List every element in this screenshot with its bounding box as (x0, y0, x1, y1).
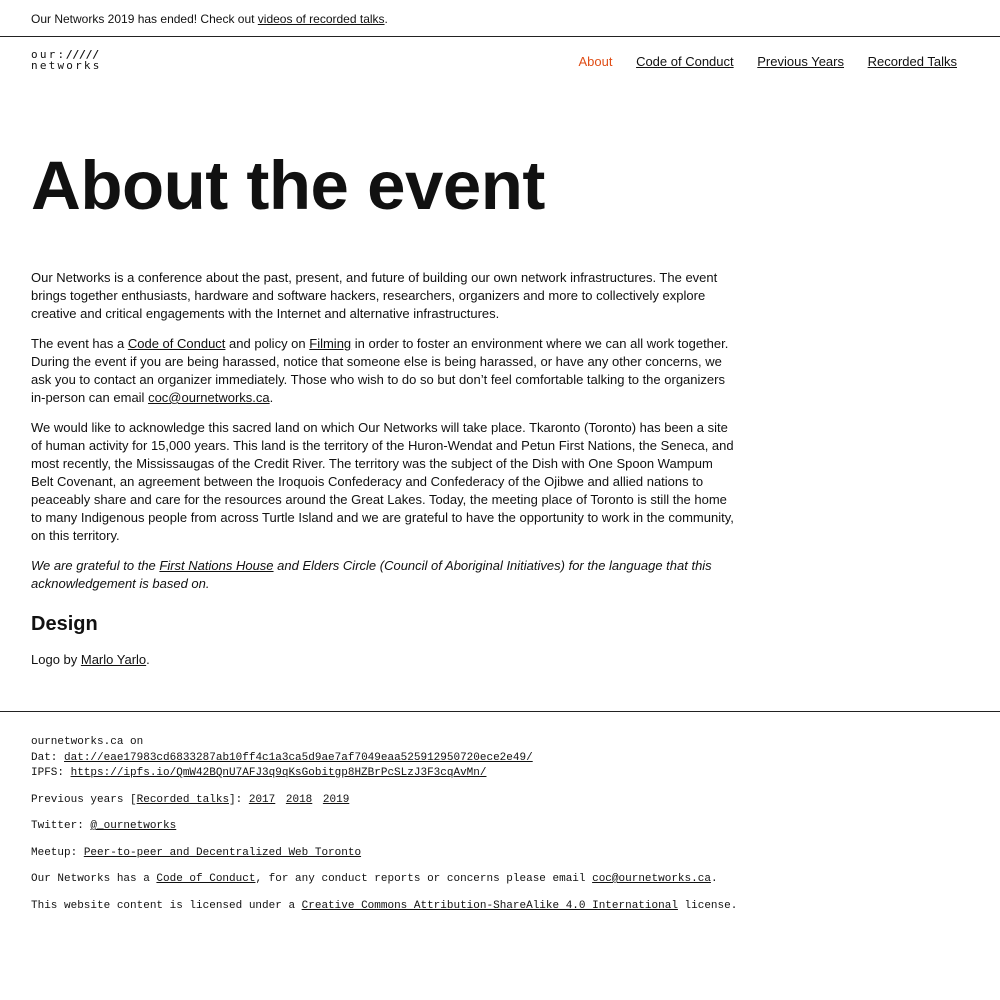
footer-recorded-talks-link[interactable]: Recorded talks (136, 793, 230, 806)
footer-ipfs-line: IPFS: https://ipfs.io/QmW42BQnU7AFJ3q9qKsGobitgp8HZBrPcSLzJ3F3cqAvMn/ (31, 767, 487, 779)
footer-conduct: Our Networks has a Code of Conduct, for any conduct reports or concerns please email coc@ournetworks.ca. (31, 873, 718, 885)
footer-coc-email-link[interactable]: coc@ournetworks.ca (592, 873, 711, 885)
site-logo[interactable] (31, 49, 102, 71)
year-2017-link[interactable]: 2017 (248, 793, 276, 806)
design-paragraph: Logo by Marlo Yarlo. (31, 652, 150, 667)
meetup-link[interactable]: Peer-to-peer and Decentralized Web Toronto (83, 846, 362, 859)
page-title: About the event (31, 147, 545, 224)
nav-about[interactable]: About (578, 54, 613, 69)
filming-link[interactable]: Filming (309, 336, 352, 351)
logo-line-2: networks (31, 59, 102, 72)
footer-code-of-conduct-link[interactable]: Code of Conduct (156, 873, 256, 885)
footer-previous-years: Previous years [Recorded talks]: 2017 2018 2019 (31, 793, 350, 806)
footer-meetup: Meetup: Peer-to-peer and Decentralized Web Toronto (31, 846, 362, 859)
site-footer (0, 711, 1000, 914)
banner-text: Our Networks 2019 has ended! Check out (31, 12, 258, 26)
twitter-link[interactable]: @_ournetworks (90, 820, 177, 832)
marlo-yarlo-link[interactable]: Marlo Yarlo (80, 652, 147, 667)
footer-twitter: Twitter: @_ournetworks (31, 820, 177, 832)
year-2018-link[interactable]: 2018 (285, 793, 313, 806)
banner-end: . (384, 12, 388, 26)
conduct-paragraph: The event has a Code of Conduct and policy on Filming in order to foster an environment where we can all work together. During the event if you are being harassed, notice that someone else is being harassed, or have any other concerns, we ask you to contact an organizer immediately. Those who wish to do so but don’t feel comfortable talking to the organizers in-person can email coc@ournetworks.ca. (31, 336, 729, 405)
nav-previous-years[interactable]: Previous Years (757, 54, 844, 69)
first-nations-house-link[interactable]: First Nations House (159, 558, 274, 573)
footer-hosting-intro: ournetworks.ca on (31, 736, 144, 748)
footer-license: This website content is licensed under a Creative Commons Attribution-ShareAlike 4.0 International license. (31, 899, 738, 912)
logo-line-1: our:///// (31, 48, 100, 61)
about-content (31, 269, 736, 669)
announcement-banner (0, 0, 1000, 37)
code-of-conduct-link[interactable]: Code of Conduct (127, 336, 226, 351)
recorded-talks-banner-link[interactable]: videos of recorded talks (257, 12, 385, 26)
land-acknowledgement-paragraph: We would like to acknowledge this sacred land on which Our Networks will take place. Tkaronto (Toronto) has been a site of human activity for 15,000 years. This land is the territory of the Huron-Wendat and Petun First Nations, the Seneca, and most recently, the Mississaugas of the Credit River. The territory was the subject of the Dish with One Spoon Wampum Belt Covenant, an agreement between the Iroquois Confederacy and Confederacy of the Ojibwe and allied nations to peaceably share and care for the resources around the Great Lakes. Today, the meeting place of Toronto is still the home to many Indigenous people from across Turtle Island and we are grateful to have the opportunity to work in the community, on this territory. (31, 420, 734, 543)
site-header (0, 37, 1000, 117)
nav-code-of-conduct[interactable]: Code of Conduct (636, 54, 734, 69)
main-content (0, 145, 1000, 669)
year-2019-link[interactable]: 2019 (322, 793, 350, 806)
coc-email-link[interactable]: coc@ournetworks.ca (148, 390, 270, 405)
logo-hatch-marks: ///// (66, 48, 100, 61)
main-nav (558, 54, 957, 69)
footer-dat-line: Dat: dat://eae17983cd6833287ab10ff4c1a3ca5d9ae7af7049eaa525912950720ece2e49/ (31, 751, 533, 764)
license-link[interactable]: Creative Commons Attribution-ShareAlike 4.0 International (301, 899, 678, 912)
nav-recorded-talks[interactable]: Recorded Talks (867, 54, 957, 69)
intro-paragraph: Our Networks is a conference about the past, present, and future of building our own network infrastructures. The event brings together enthusiasts, hardware and software hackers, researchers, organizers and more to collectively explore creative and critical engagements with the Internet and alternative infrastructures. (31, 270, 718, 321)
dat-link[interactable]: dat://eae17983cd6833287ab10ff4c1a3ca5d9ae7af7049eaa525912950720ece2e49/ (64, 751, 533, 764)
ipfs-link[interactable]: https://ipfs.io/QmW42BQnU7AFJ3q9qKsGobitgp8HZBrPcSLzJ3F3cqAvMn/ (70, 767, 487, 779)
design-heading: Design (31, 613, 98, 635)
gratitude-paragraph: We are grateful to the First Nations House and Elders Circle (Council of Aboriginal Initiatives) for the language that this acknowledgement is based on. (31, 558, 712, 591)
